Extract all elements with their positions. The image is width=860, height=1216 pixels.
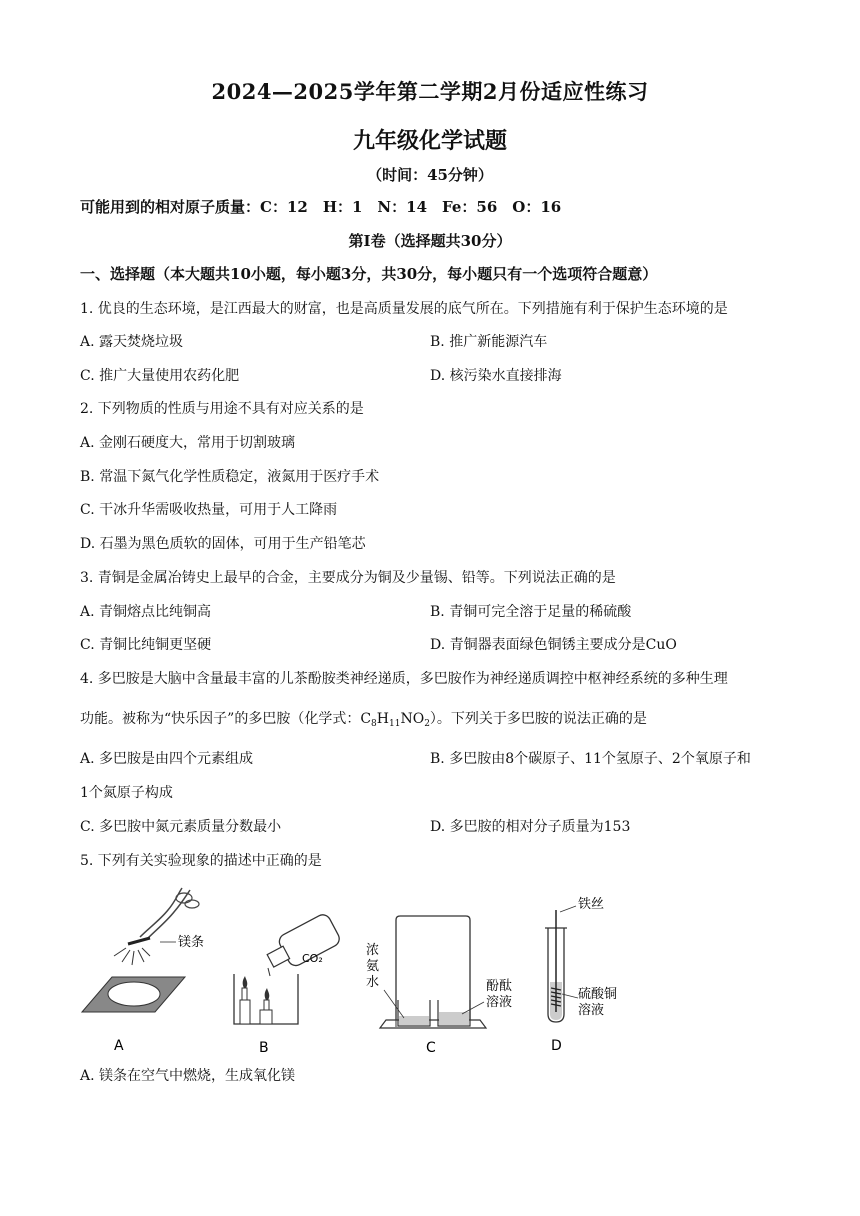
figure-c-ammonia-diffusion — [366, 916, 512, 1056]
exam-subtitle: 九年级化学试题 — [352, 128, 507, 154]
label-ammonia-1: 浓 — [366, 943, 380, 958]
q4-stem-pre: 功能。被称为“快乐因子”的多巴胺（化学式： — [80, 711, 361, 727]
formula-h-count: 11 — [389, 719, 401, 729]
formula-o-count: 2 — [424, 719, 430, 729]
q4-option-a: A. 多巴胺是由四个元素组成 — [80, 751, 254, 767]
label-co2: CO₂ — [302, 952, 323, 965]
q1-stem: 1. 优良的生态环境，是江西最大的财富，也是高质量发展的底气所在。下列措施有利于保护生态环境的是 — [80, 301, 728, 317]
formula-c: C — [360, 711, 372, 727]
label-cuso4-1: 硫酸铜 — [578, 987, 618, 1002]
q5-stem: 5. 下列有关实验现象的描述中正确的是 — [80, 853, 322, 869]
label-figure-b: B — [259, 1040, 269, 1056]
q4-option-b: B. 多巴胺由8个碳原子、11个氢原子、2个氧原子和 — [430, 751, 751, 767]
label-mg-strip: 镁条 — [178, 935, 205, 950]
formula-h: H — [376, 711, 389, 727]
figure-a-magnesium-burning — [82, 888, 204, 1054]
section-one-heading: 一、选择题（本大题共10小题，每小题3分，共30分，每小题只有一个选项符合题意） — [80, 265, 658, 283]
q4-stem-line1: 4. 多巴胺是大脑中含量最丰富的儿茶酚胺类神经递质，多巴胺作为神经递质调控中枢神经系统的多种生理 — [80, 671, 728, 687]
formula-c-count: 8 — [371, 719, 377, 729]
label-figure-d: D — [551, 1038, 562, 1054]
label-iron-wire: 铁丝 — [578, 897, 605, 912]
q4-option-c: C. 多巴胺中氮元素质量分数最小 — [80, 819, 282, 835]
q4-stem-post: ）。下列关于多巴胺的说法正确的是 — [429, 711, 647, 727]
label-cuso4-2: 溶液 — [578, 1003, 605, 1018]
label-ammonia-3: 水 — [366, 975, 380, 990]
q2-option-b: B. 常温下氮气化学性质稳定，液氮用于医疗手术 — [80, 469, 380, 485]
q1-option-a: A. 露天焚烧垃圾 — [80, 334, 184, 350]
figure-d-iron-in-cuso4 — [545, 896, 617, 1054]
q2-stem: 2. 下列物质的性质与用途不具有对应关系的是 — [80, 401, 364, 417]
q3-option-c: C. 青铜比纯铜更坚硬 — [80, 637, 212, 653]
exam-title: 2024—2025学年第二学期2月份适应性练习 — [211, 79, 649, 104]
figure-b-co2-candles — [234, 912, 342, 1056]
q4-stem-line2 — [80, 709, 647, 734]
q4-option-b-continued: 1个氮原子构成 — [80, 785, 173, 801]
q1-option-c: C. 推广大量使用农药化肥 — [80, 368, 240, 384]
q2-option-c: C. 干冰升华需吸收热量，可用于人工降雨 — [80, 502, 338, 518]
q3-option-b: B. 青铜可完全溶于足量的稀硫酸 — [430, 604, 632, 620]
atomic-mass-line: 可能用到的相对原子质量：C：12 H：1 N：14 Fe：56 O：16 — [80, 198, 562, 216]
exam-time: （时间：45分钟） — [367, 166, 493, 184]
formula-no: NO — [400, 711, 425, 727]
q4-option-d: D. 多巴胺的相对分子质量为153 — [430, 819, 631, 835]
q2-option-d: D. 石墨为黑色质软的固体，可用于生产铅笔芯 — [80, 536, 366, 552]
q2-option-a: A. 金刚石硬度大，常用于切割玻璃 — [80, 435, 296, 451]
label-phenol-1: 酚酞 — [486, 979, 513, 994]
q1-option-d: D. 核污染水直接排海 — [430, 368, 562, 384]
label-ammonia-2: 氨 — [366, 959, 380, 974]
q3-option-d: D. 青铜器表面绿色铜锈主要成分是CuO — [430, 637, 677, 653]
q5-option-a: A. 镁条在空气中燃烧，生成氧化镁 — [80, 1068, 296, 1084]
q3-option-a: A. 青铜熔点比纯铜高 — [80, 604, 212, 620]
label-figure-c: C — [426, 1040, 436, 1056]
q3-stem: 3. 青铜是金属冶铸史上最早的合金，主要成分为铜及少量锡、铅等。下列说法正确的是 — [80, 570, 616, 586]
label-figure-a: A — [114, 1038, 124, 1054]
part-one-heading: 第Ⅰ卷（选择题共30分） — [348, 232, 512, 250]
label-phenol-2: 溶液 — [486, 995, 513, 1010]
experiment-figure — [0, 872, 860, 1062]
dopamine-formula — [360, 711, 430, 727]
q1-option-b: B. 推广新能源汽车 — [430, 334, 548, 350]
